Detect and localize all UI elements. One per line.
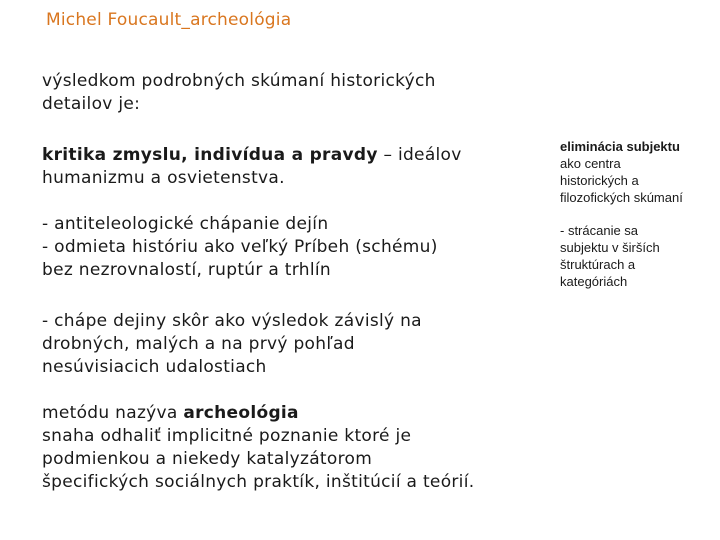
critique-line: humanizmu a osvietenstva.	[42, 168, 285, 188]
method-line: snaha odhaliť implicitné poznanie ktoré je	[42, 426, 412, 446]
antiteleology-block	[42, 213, 502, 282]
elimination-line: filozofických skúmaní	[560, 190, 683, 205]
elimination-line: ako centra	[560, 156, 621, 171]
subject-loss-line: kategóriách	[560, 274, 628, 289]
method-prefix-text: metódu nazýva	[42, 403, 184, 423]
antiteleology-line: - antiteleologické chápanie dejín	[42, 214, 329, 234]
critique-rest-text: – ideálov	[377, 145, 462, 165]
method-line: špecifických sociálnych praktík, inštitúcií a teórií.	[42, 472, 475, 492]
history-block	[42, 310, 502, 379]
elimination-note	[560, 138, 715, 206]
slide-title: Michel Foucault_archeológia	[46, 10, 292, 30]
history-line: drobných, malých a na prvý pohľad	[42, 334, 355, 354]
method-line	[42, 402, 502, 425]
subject-loss-note	[560, 222, 715, 290]
method-bold-text: archeológia	[183, 403, 299, 423]
intro-block	[42, 70, 502, 116]
history-line: - chápe dejiny skôr ako výsledok závislý na	[42, 311, 422, 331]
method-line: podmienkou a niekedy katalyzátorom	[42, 449, 373, 469]
antiteleology-line: bez nezrovnalostí, ruptúr a trhlín	[42, 260, 331, 280]
subject-loss-line: štruktúrach a	[560, 257, 636, 272]
method-block	[42, 402, 502, 494]
intro-line: výsledkom podrobných skúmaní historických	[42, 71, 436, 91]
subject-loss-line: subjektu v širších	[560, 240, 660, 255]
antiteleology-line: - odmieta históriu ako veľký Príbeh (schému)	[42, 237, 438, 257]
critique-block	[42, 144, 502, 190]
intro-line: detailov je:	[42, 94, 141, 114]
history-line: nesúvisiacich udalostiach	[42, 357, 267, 377]
critique-bold-text: kritika zmyslu, indivídua a pravdy	[42, 145, 378, 165]
elimination-heading: eliminácia subjektu	[560, 139, 680, 154]
critique-line	[42, 144, 502, 167]
subject-loss-line: - strácanie sa	[560, 223, 639, 238]
elimination-line: historických a	[560, 173, 639, 188]
